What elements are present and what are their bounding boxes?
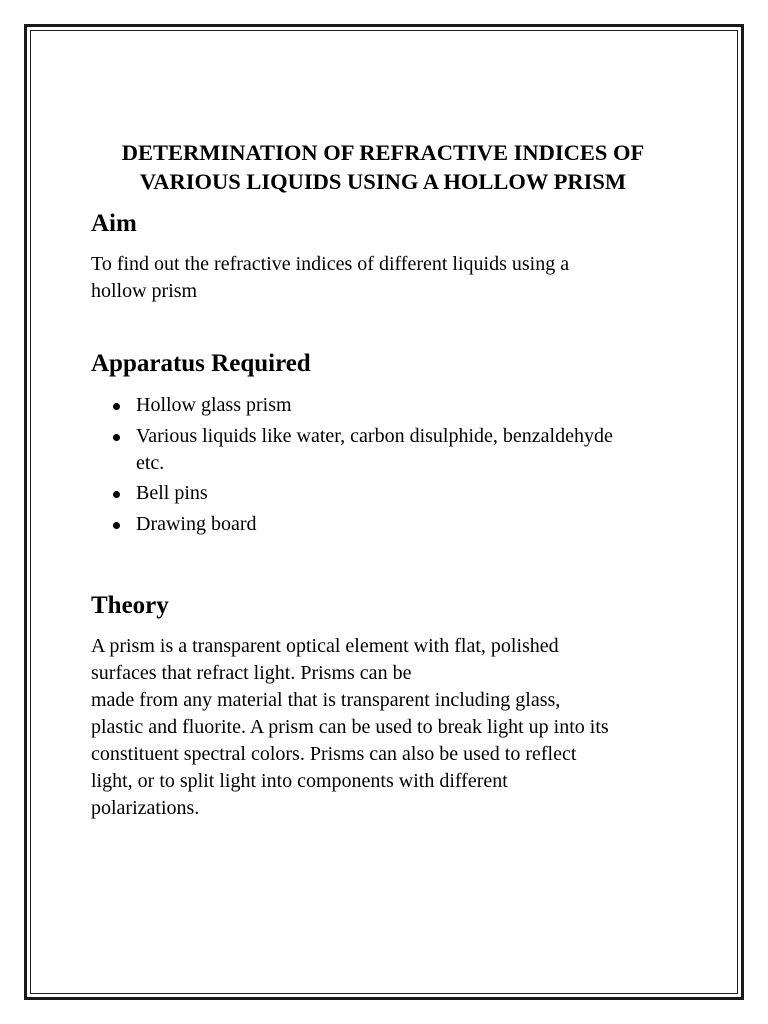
aim-paragraph (91, 251, 681, 305)
aim-line-2: hollow prism (91, 280, 198, 302)
aim-heading: Aim (91, 210, 137, 237)
document-content (91, 138, 691, 822)
list-item-text: Bell pins (136, 482, 208, 504)
theory-line-3: made from any material that is transparent including glass, (91, 688, 561, 711)
list-item-text: Various liquids like water, carbon disulphide, benzaldehyde (136, 424, 613, 447)
theory-line-2: surfaces that refract light. Prisms can be (91, 661, 412, 684)
theory-line-5: constituent spectral colors. Prisms can also be used to reflect (91, 742, 577, 765)
bullet-icon (113, 434, 120, 441)
apparatus-heading: Apparatus Required (91, 350, 311, 377)
theory-heading: Theory (91, 591, 169, 619)
theory-paragraph (91, 633, 681, 822)
document-title (83, 138, 683, 196)
list-item-text: Drawing board (136, 512, 257, 535)
list-item (91, 423, 691, 477)
apparatus-list (91, 392, 691, 538)
bullet-icon (113, 522, 120, 529)
theory-line-7: polarizations. (91, 796, 200, 819)
list-item (91, 392, 691, 419)
title-line-1: DETERMINATION OF REFRACTIVE INDICES OF (121, 140, 645, 165)
bullet-icon (113, 491, 120, 498)
list-item-text-continued: etc. (136, 451, 165, 474)
theory-line-6: light, or to split light into components with different (91, 769, 508, 792)
theory-line-1: A prism is a transparent optical element with flat, polished (91, 634, 559, 657)
list-item (91, 511, 691, 538)
bullet-icon (113, 403, 120, 410)
list-item-text: Hollow glass prism (136, 394, 292, 416)
title-line-2: VARIOUS LIQUIDS USING A HOLLOW PRISM (139, 169, 627, 194)
aim-line-1: To find out the refractive indices of different liquids using a (91, 253, 570, 275)
list-item (91, 480, 691, 507)
theory-line-4: plastic and fluorite. A prism can be used to break light up into its (91, 715, 609, 738)
